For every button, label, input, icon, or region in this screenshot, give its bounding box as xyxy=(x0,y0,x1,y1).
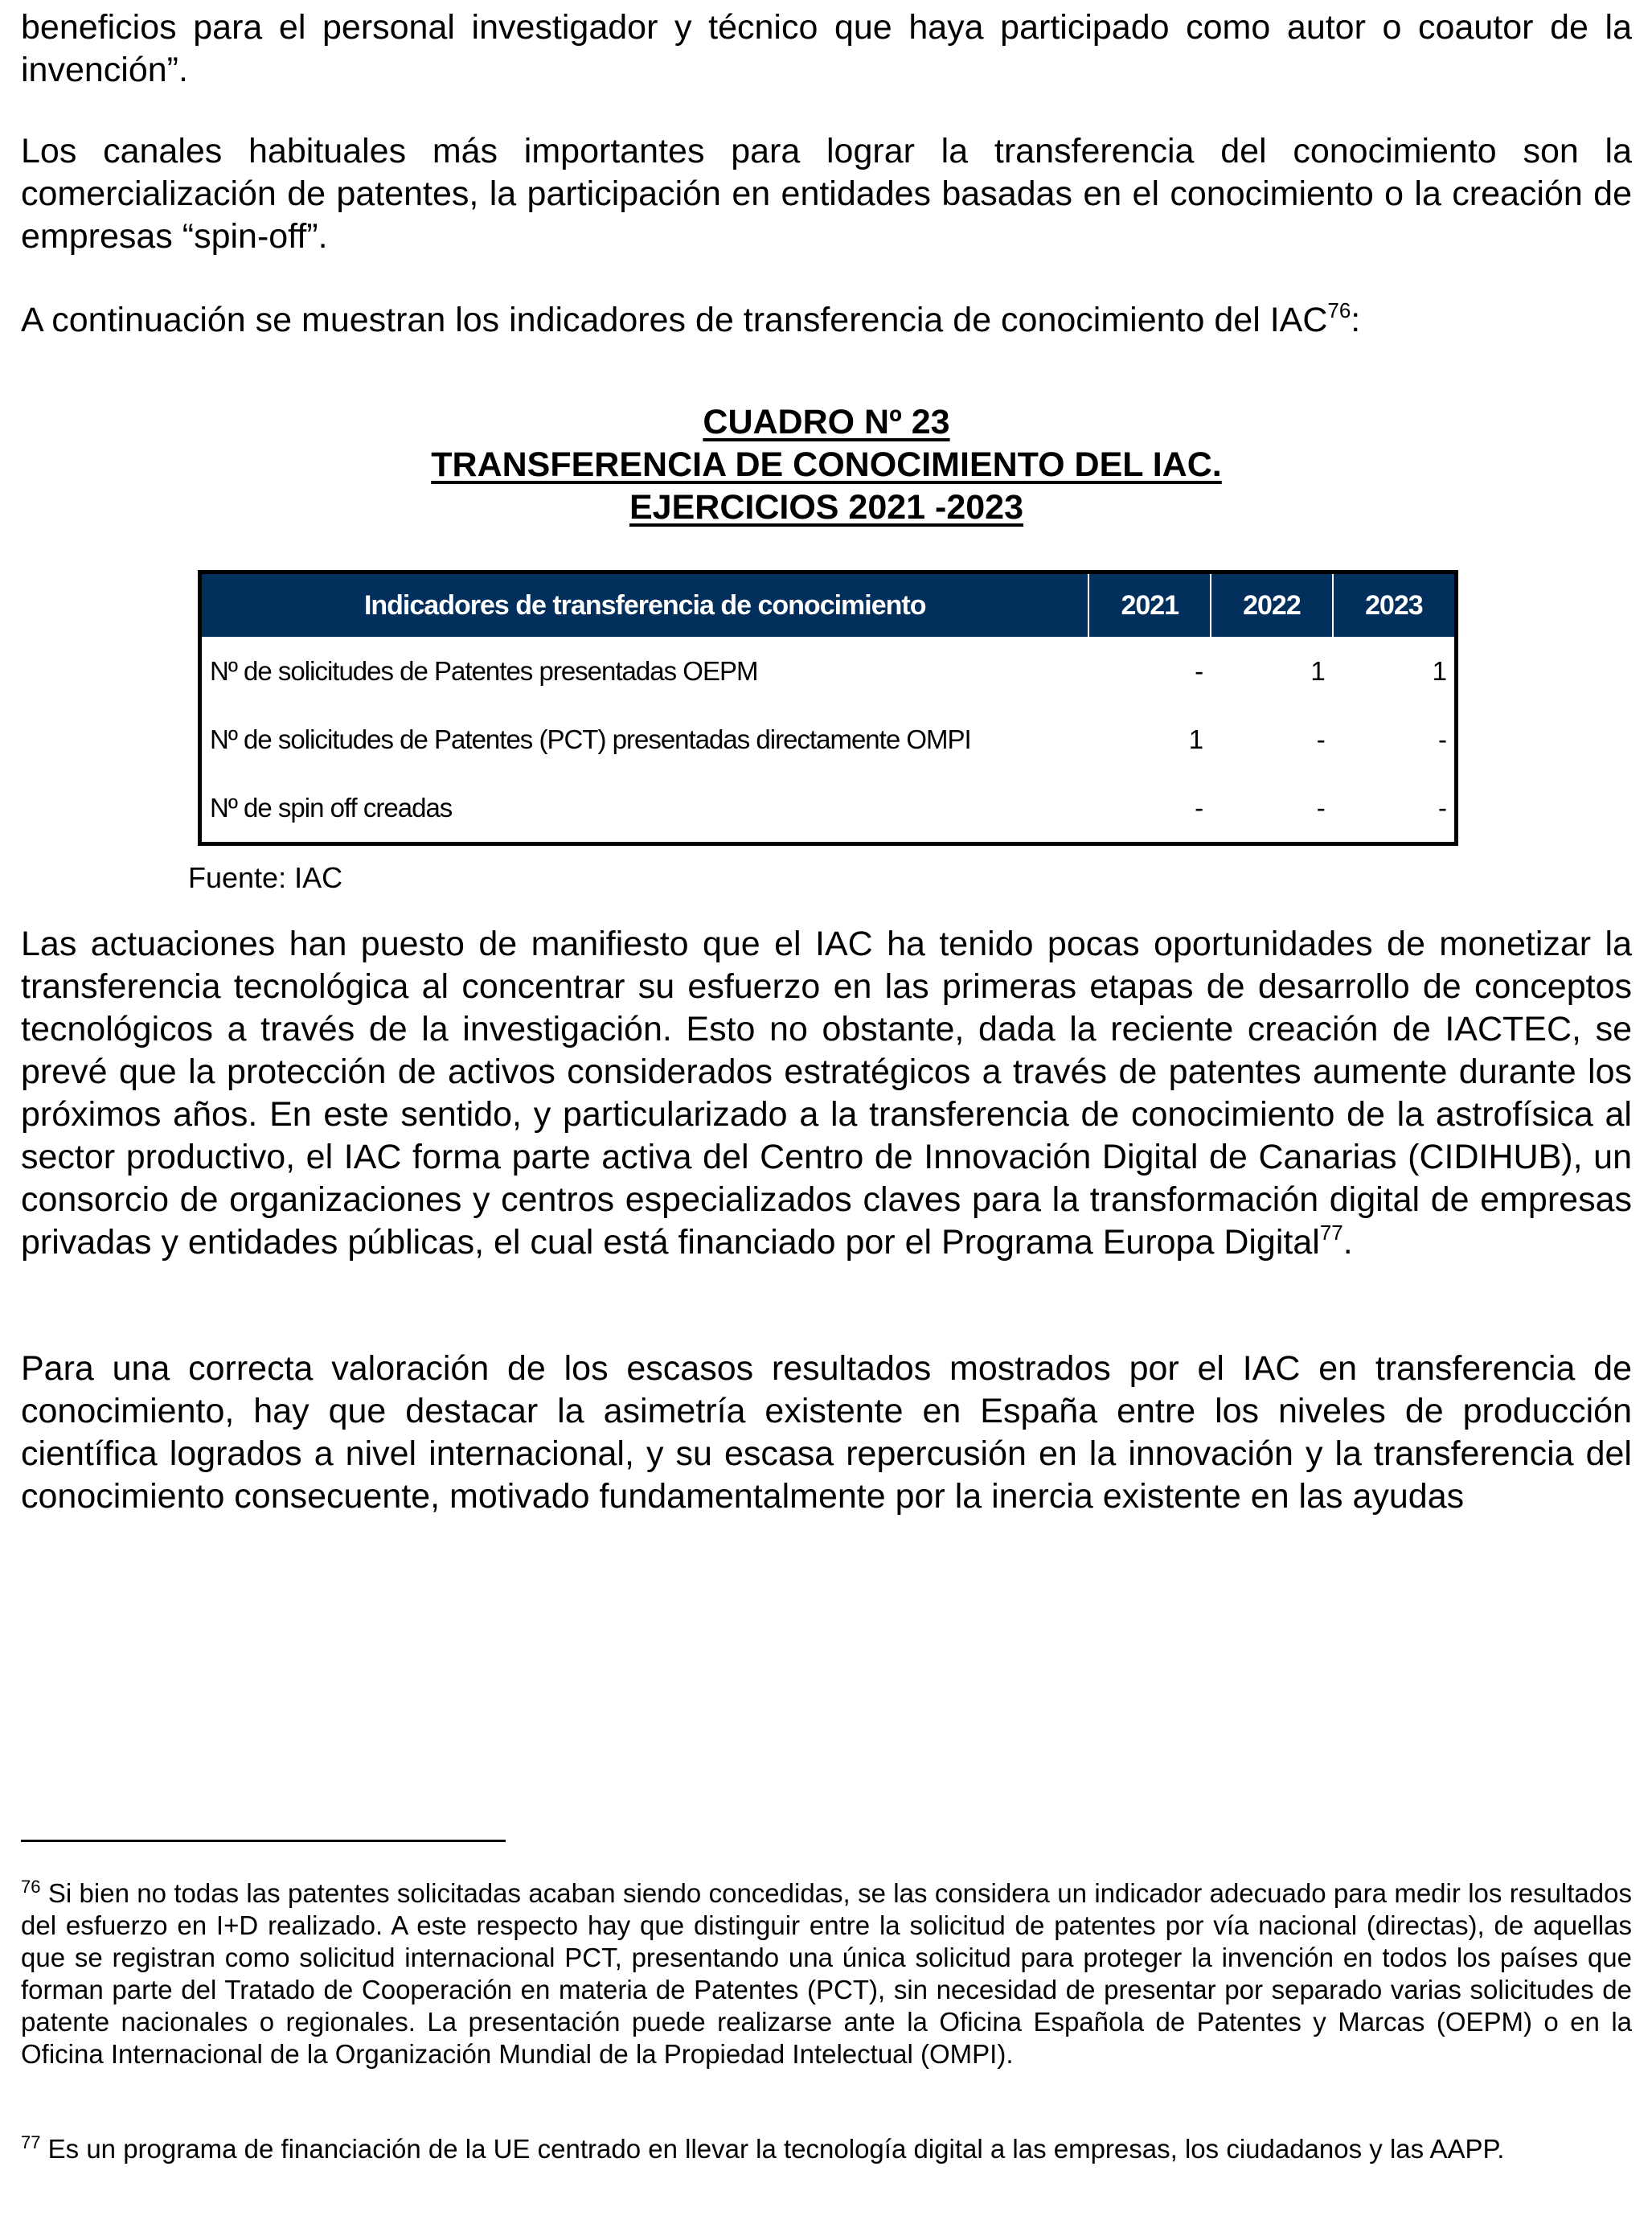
value-2021: - xyxy=(1195,655,1203,686)
footnote-separator xyxy=(21,1840,506,1842)
value-2022: - xyxy=(1316,792,1325,823)
value-2023: 1 xyxy=(1432,655,1446,686)
paragraph-benefits-end: beneficios para el personal investigador y técnico que haya participado como autor o coautor de la invención”. xyxy=(21,8,1632,89)
knowledge-transfer-table xyxy=(198,570,1458,846)
table-source: Fuente: IAC xyxy=(188,861,343,894)
paragraph-valuation: Para una correcta valoración de los escasos resultados mostrados por el IAC en transferencia de conocimiento, hay que destacar la asimetría existente en España entre los niveles de producción científica logrados a nivel internacional, y su escasa repercusión en la innovación y la transferencia del conocimiento consecuente, motivado fundamentalmente por la inercia existente en las ayudas xyxy=(21,1349,1632,1516)
row-label: Nº de spin off creadas xyxy=(210,792,453,823)
table-row xyxy=(200,773,1457,844)
header-indicators: Indicadores de transferencia de conocimiento xyxy=(200,572,1089,638)
row-label: Nº de solicitudes de Patentes presentadas OEPM xyxy=(210,655,758,686)
footnote-ref-77[interactable]: 77 xyxy=(1319,1220,1343,1245)
intro-tail: : xyxy=(1351,301,1361,339)
value-2023: - xyxy=(1438,724,1446,754)
value-2021: 1 xyxy=(1188,724,1203,754)
footnote-number: 76 xyxy=(21,1877,41,1897)
table-caption-number: CUADRO Nº 23 xyxy=(703,403,950,441)
table-caption-years: EJERCICIOS 2021 -2023 xyxy=(629,488,1023,527)
header-2023: 2023 xyxy=(1333,572,1457,638)
value-2023: - xyxy=(1438,792,1446,823)
footnote-ref-76[interactable]: 76 xyxy=(1327,297,1351,322)
paragraph-transfer-channels: Los canales habituales más importantes para lograr la transferencia del conocimiento son la comercialización de patentes, la participación en entidades basadas en el conocimiento o la creación de empresas “spin-off”. xyxy=(21,132,1632,256)
findings-text: Las actuaciones han puesto de manifiesto que el IAC ha tenido pocas oportunidades de monetizar la transferencia tecnológica al concentrar su esfuerzo en las primeras etapas de desarrollo de conceptos tecnológicos a través de la investigación. Esto no obstante, dada la reciente creación de IACTEC, se prevé que la protección de activos considerados estratégicos a través de patentes aumente durante los próximos años. En este sentido, y particularizado a la transferencia de conocimiento de la astrofísica al sector productivo, el IAC forma parte activa del Centro de Innovación Digital de Canarias (CIDIHUB), un consorcio de organizaciones y centros especializados claves para la transformación digital de empresas privadas y entidades públicas, el cual está financiado por el Programa Europa Digital xyxy=(21,925,1632,1262)
value-2021: - xyxy=(1195,792,1203,823)
table-row xyxy=(200,637,1457,705)
intro-text: A continuación se muestran los indicadores de transferencia de conocimiento del IAC xyxy=(21,301,1328,339)
paragraph-actions-findings xyxy=(21,923,1632,1264)
value-2022: - xyxy=(1316,724,1325,754)
header-2022: 2022 xyxy=(1211,572,1333,638)
findings-tail: . xyxy=(1343,1223,1353,1262)
footnote-76 xyxy=(21,1877,1632,2070)
footnote-text: Es un programa de financiación de la UE centrado en llevar la tecnología digital a las empresas, los ciudadanos y las AAPP. xyxy=(40,2134,1505,2164)
paragraph-indicators-intro xyxy=(21,299,1632,342)
header-2021: 2021 xyxy=(1088,572,1211,638)
value-2022: 1 xyxy=(1310,655,1325,686)
indicators-table xyxy=(198,570,1458,846)
footnote-text: Si bien no todas las patentes solicitadas acaban siendo concedidas, se las considera un indicador adecuado para medir los resultados del esfuerzo en I+D realizado. A este respecto hay que distinguir entre la solicitud de patentes por vía nacional (directas), de aquellas que se registran como solicitud internacional PCT, presentando una única solicitud para proteger la invención en todos los países que forman parte del Tratado de Cooperación en materia de Patentes (PCT), sin necesidad de presentar por separado varias solicitudes de patente nacionales o regionales. La presentación puede realizarse ante la Oficina Española de Patentes y Marcas (OEPM) o en la Oficina Internacional de la Organización Mundial de la Propiedad Intelectual (OMPI). xyxy=(21,1878,1632,2069)
table-caption-title: TRANSFERENCIA DE CONOCIMIENTO DEL IAC. xyxy=(431,445,1222,484)
row-label: Nº de solicitudes de Patentes (PCT) presentadas directamente OMPI xyxy=(210,724,971,754)
table-header-row xyxy=(200,572,1457,638)
footnote-number: 77 xyxy=(21,2132,41,2152)
footnote-77 xyxy=(21,2133,1632,2165)
table-row xyxy=(200,705,1457,773)
